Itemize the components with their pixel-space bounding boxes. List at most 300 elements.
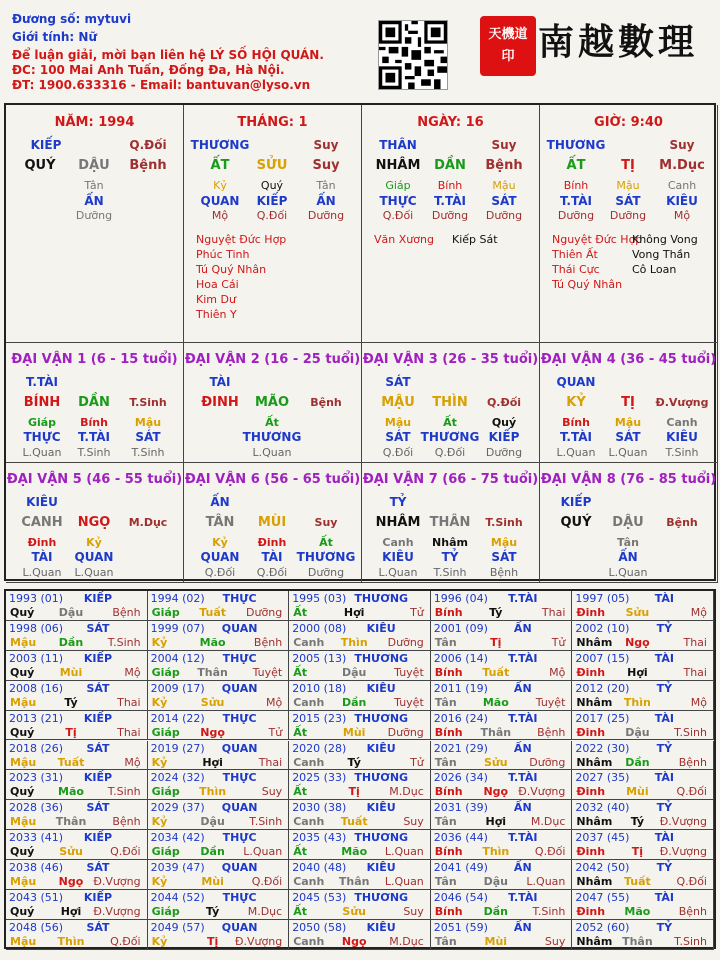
year-state: Mộ — [124, 755, 141, 769]
year-branch: Sửu — [342, 905, 366, 918]
year-branch: Mão — [199, 635, 226, 649]
year-cell[interactable] — [572, 621, 714, 651]
year-state: T.Sinh — [107, 785, 141, 799]
pillar-states: Q.Đối — [256, 209, 288, 222]
year-state: M.Dục — [247, 905, 283, 918]
year-cell[interactable] — [148, 741, 290, 771]
year-label: 2009 (17) — [150, 681, 205, 695]
luck-hidden-god: SÁT — [491, 550, 517, 564]
year-cell[interactable] — [431, 651, 573, 681]
year-label: 2028 (36) — [9, 801, 64, 815]
luck-cycle-cell[interactable] — [6, 343, 184, 463]
year-god: TỶ — [656, 741, 673, 755]
luck-hidden-state: T.Sinh — [77, 446, 111, 459]
year-cell[interactable] — [431, 591, 573, 621]
year-branch: Sửu — [200, 695, 225, 709]
year-god: THỰC — [222, 651, 257, 665]
pillar-stems: M.Dục — [659, 158, 705, 173]
year-state: Mộ — [690, 695, 707, 709]
year-label: 2045 (53) — [292, 891, 347, 904]
year-god: TỶ — [656, 920, 673, 934]
special-star: Tú Quý Nhân — [552, 278, 623, 291]
pillar-tenthgods: KIẾP — [30, 138, 62, 152]
year-branch: Tý — [630, 815, 645, 829]
year-cell[interactable] — [6, 800, 148, 830]
year-cell[interactable] — [289, 860, 431, 890]
year-state: M.Dục — [530, 815, 566, 829]
pillar-hgods: T.TÀI — [560, 194, 592, 208]
year-state: L.Quan — [526, 875, 566, 889]
year-cell[interactable] — [6, 711, 148, 741]
pillar-stems: NHÂM — [375, 158, 421, 173]
year-cell[interactable] — [431, 770, 573, 800]
year-god: ẤN — [513, 741, 532, 755]
year-cell[interactable] — [148, 800, 290, 830]
year-stem: Quý — [10, 665, 35, 679]
year-state: Q.Đối — [534, 845, 566, 859]
year-god: KIẾP — [83, 651, 113, 665]
year-branch: Tị — [206, 934, 219, 948]
year-branch: Tuất — [623, 875, 651, 889]
year-label: 2022 (30) — [575, 741, 630, 755]
special-star: Thiên Ất — [552, 248, 598, 261]
pillar-hgods: SÁT — [615, 194, 641, 208]
year-cell[interactable] — [572, 591, 714, 621]
year-label: 2049 (57) — [150, 920, 205, 934]
year-god: QUAN — [221, 741, 258, 755]
year-label: 2007 (15) — [575, 651, 630, 665]
year-cell[interactable] — [148, 591, 290, 621]
pillar-cell[interactable] — [184, 105, 362, 343]
year-god: TỶ — [656, 621, 673, 635]
year-branch: Mão — [482, 695, 509, 709]
year-label: 2006 (14) — [433, 651, 488, 665]
year-cell[interactable] — [148, 830, 290, 860]
year-stem: Đinh — [576, 785, 606, 799]
luck-stem: KỶ — [566, 395, 586, 410]
year-branch: Tý — [347, 755, 361, 769]
year-stem: Kỷ — [151, 635, 168, 649]
year-cell[interactable] — [289, 830, 431, 860]
luck-cycle-cell[interactable] — [6, 463, 184, 583]
year-state: Q.Đối — [676, 875, 707, 889]
year-state: Dưỡng — [529, 755, 566, 769]
pillar-stems: ẤT — [210, 158, 230, 173]
year-label: 2021 (29) — [433, 741, 488, 755]
year-cell[interactable] — [572, 800, 714, 830]
year-state: T.Sinh — [107, 635, 141, 649]
year-label: 1995 (03) — [292, 592, 347, 605]
year-state: Đ.Vượng — [93, 905, 141, 918]
luck-hidden-state: Q.Đối — [256, 566, 288, 579]
luck-cycle-cell[interactable] — [362, 463, 540, 583]
luck-hidden-state: L.Quan — [608, 566, 648, 579]
pillar-title: GIỜ: 9:40 — [594, 115, 663, 130]
pillar-cell[interactable] — [362, 105, 540, 343]
year-branch: Tuất — [482, 665, 510, 679]
year-god: T.TÀI — [508, 891, 538, 904]
luck-hidden-stem: Bính — [562, 416, 590, 429]
pillar-tenthgods: Suy — [313, 138, 339, 152]
year-cell[interactable] — [431, 800, 573, 830]
year-state: Suy — [403, 905, 424, 918]
year-state: M.Dục — [389, 934, 424, 948]
year-label: 2042 (50) — [575, 861, 630, 875]
year-cell[interactable] — [431, 860, 573, 890]
luck-hidden-god: TỶ — [441, 550, 459, 564]
year-cell[interactable] — [148, 711, 290, 741]
year-cell[interactable] — [431, 711, 573, 741]
luck-hidden-stem: Bính — [80, 416, 108, 429]
luck-hidden-state: L.Quan — [556, 446, 596, 459]
year-cell[interactable] — [148, 920, 290, 950]
year-branch: Tuất — [199, 606, 226, 619]
year-state: T.Sinh — [532, 905, 566, 918]
luck-hidden-state: L.Quan — [22, 446, 62, 459]
year-god: TÀI — [654, 771, 675, 785]
luck-cycle-cell[interactable] — [540, 343, 718, 463]
pillar-hgods: ẤN — [84, 194, 104, 208]
luck-stem: MẬU — [381, 395, 415, 410]
year-cell[interactable] — [572, 681, 714, 711]
luck-hidden-stem: Giáp — [27, 416, 57, 429]
year-cell[interactable] — [148, 770, 290, 800]
year-branch: Thìn — [482, 845, 510, 859]
year-state: Q.Đối — [251, 875, 283, 889]
year-stem: Ất — [293, 606, 307, 619]
luck-branch: DẬU — [612, 515, 644, 530]
year-state: Thai — [117, 725, 141, 739]
year-cell[interactable] — [6, 830, 148, 860]
year-stem: Mậu — [10, 934, 37, 948]
year-cell[interactable] — [289, 770, 431, 800]
year-cell[interactable] — [6, 591, 148, 621]
year-state: T.Sinh — [249, 815, 283, 829]
year-god: THƯƠNG — [354, 831, 409, 845]
year-state: Tử — [410, 755, 424, 769]
luck-title: ĐẠI VẬN 6 (56 - 65 tuổi) — [184, 472, 361, 487]
year-cell[interactable] — [431, 920, 573, 950]
pillar-tenthgods: THÂN — [379, 138, 417, 152]
qr-code-icon[interactable] — [378, 20, 448, 90]
year-stem: Ất — [293, 905, 307, 918]
year-cell[interactable] — [148, 890, 290, 920]
year-stem: Nhâm — [576, 635, 613, 649]
year-label: 2029 (37) — [150, 801, 205, 815]
luck-cycle-cell[interactable] — [362, 343, 540, 463]
pillar-tenthgods: Suy — [491, 138, 517, 152]
luck-state: T.Sinh — [485, 516, 523, 529]
year-branch: Dậu — [200, 815, 225, 829]
year-branch: Thân — [338, 875, 370, 889]
phone-email[interactable]: ĐT: 1900.633316 - Email: bantuvan@lyso.vn — [12, 78, 311, 92]
year-state: Mộ — [265, 695, 283, 709]
pillar-hidden: Kỷ — [213, 179, 227, 192]
year-branch: Mùi — [59, 665, 83, 679]
year-god: KIẾP — [83, 831, 113, 845]
year-stem: Kỷ — [151, 695, 168, 709]
year-label: 2051 (59) — [433, 920, 488, 934]
luck-hidden-stem: Kỷ — [86, 536, 102, 549]
year-stem: Đinh — [576, 905, 606, 918]
year-branch: Mùi — [342, 725, 366, 739]
year-god: SÁT — [86, 920, 110, 934]
year-cell[interactable] — [289, 800, 431, 830]
year-state: Dưỡng — [387, 635, 424, 649]
year-cell[interactable] — [431, 830, 573, 860]
year-cell[interactable] — [289, 890, 431, 920]
pillar-stems: QUÝ — [24, 158, 56, 173]
luck-hidden-state: T.Sinh — [665, 446, 699, 459]
year-state: Bệnh — [253, 635, 283, 649]
year-god: TỶ — [656, 861, 673, 875]
luck-god: TÀI — [209, 375, 231, 389]
year-cell[interactable] — [289, 681, 431, 711]
year-branch: Thìn — [57, 934, 85, 948]
pillar-hidden: Mậu — [492, 179, 516, 192]
year-branch: Hợi — [485, 815, 507, 829]
year-label: 2046 (54) — [433, 891, 488, 904]
year-branch: Ngọ — [58, 875, 84, 889]
year-cell[interactable] — [6, 890, 148, 920]
year-state: L.Quan — [384, 845, 424, 859]
year-stem: Bính — [434, 905, 463, 918]
year-stem: Canh — [293, 635, 325, 649]
pillar-hidden: Bính — [437, 179, 463, 192]
luck-hidden-stem: Ất — [443, 416, 457, 429]
year-cell[interactable] — [572, 651, 714, 681]
year-god: SÁT — [86, 621, 110, 635]
pillar-states: Mộ — [211, 209, 229, 222]
pillar-hidden: Giáp — [385, 179, 411, 192]
year-stem: Giáp — [151, 725, 180, 739]
year-branch: Sửu — [59, 845, 83, 859]
year-branch: Thân — [622, 934, 653, 948]
year-cell[interactable] — [6, 621, 148, 651]
year-stem: Nhâm — [576, 875, 613, 889]
year-cell[interactable] — [289, 920, 431, 950]
year-stem: Ất — [293, 785, 307, 799]
year-stem: Giáp — [151, 665, 180, 679]
year-stem: Bính — [434, 606, 463, 619]
pillar-hgods: QUAN — [200, 194, 240, 208]
year-state: Mộ — [549, 665, 566, 679]
year-god: ẤN — [513, 621, 532, 635]
pillar-cell[interactable] — [6, 105, 184, 343]
year-god: TÀI — [654, 592, 675, 605]
year-label: 1999 (07) — [150, 621, 205, 635]
luck-god: ẤN — [210, 495, 230, 509]
year-cell[interactable] — [6, 920, 148, 950]
luck-hidden-god: THƯƠNG — [242, 430, 302, 444]
year-cell[interactable] — [6, 860, 148, 890]
year-branch: Ngọ — [625, 635, 650, 649]
year-god: KIÊU — [366, 741, 396, 755]
year-stem: Ất — [293, 665, 307, 679]
luck-god: KIÊU — [26, 495, 58, 509]
year-god: QUAN — [221, 861, 258, 875]
pillar-stems: Bệnh — [485, 158, 523, 173]
luck-title: ĐẠI VẬN 5 (46 - 55 tuổi) — [6, 472, 183, 487]
luck-stem: QUÝ — [560, 515, 592, 530]
year-state: Tử — [268, 725, 283, 739]
year-cell[interactable] — [572, 920, 714, 950]
year-god: ẤN — [513, 920, 532, 934]
pillar-hidden: Tân — [84, 179, 104, 192]
year-state: Mộ — [124, 665, 141, 679]
year-god: TÀI — [654, 831, 675, 845]
year-god: T.TÀI — [508, 651, 538, 665]
luck-stem: CANH — [21, 515, 63, 530]
year-cell[interactable] — [431, 621, 573, 651]
year-cell[interactable] — [148, 860, 290, 890]
pillar-hgods: SÁT — [491, 194, 517, 208]
year-god: T.TÀI — [508, 771, 538, 785]
year-label: 2027 (35) — [575, 771, 630, 785]
luck-title: ĐẠI VẬN 1 (6 - 15 tuổi) — [11, 352, 178, 367]
year-cell[interactable] — [572, 860, 714, 890]
year-cell[interactable] — [289, 651, 431, 681]
year-state: Suy — [403, 815, 424, 829]
year-label: 2034 (42) — [150, 831, 205, 845]
year-stem: Tân — [434, 755, 457, 769]
year-label: 2050 (58) — [292, 920, 347, 934]
year-label: 2032 (40) — [575, 801, 630, 815]
special-star: Hoa Cái — [196, 278, 239, 291]
year-branch: Mão — [624, 905, 651, 918]
year-state: Bệnh — [537, 725, 566, 739]
special-star: Nguyệt Đức Hợp — [552, 233, 643, 246]
year-label: 2010 (18) — [292, 681, 347, 695]
year-branch: Dần — [625, 755, 650, 769]
pillar-tenthgods: Suy — [669, 138, 695, 152]
year-label: 2020 (28) — [292, 741, 347, 755]
year-cell[interactable] — [289, 591, 431, 621]
year-cell[interactable] — [289, 621, 431, 651]
year-state: Đ.Vượng — [93, 875, 141, 889]
year-stem: Bính — [434, 665, 463, 679]
year-god: TÀI — [654, 651, 675, 665]
year-god: THỰC — [222, 592, 257, 605]
year-cell[interactable] — [572, 770, 714, 800]
year-stem: Canh — [293, 755, 325, 769]
luck-branch: DẦN — [78, 395, 110, 410]
year-stem: Giáp — [151, 606, 180, 619]
year-branch: Dậu — [483, 875, 508, 889]
year-stem: Kỷ — [151, 875, 168, 889]
luck-god: SÁT — [385, 375, 411, 389]
pillar-stems: SỬU — [256, 158, 288, 173]
year-cell[interactable] — [572, 741, 714, 771]
year-state: Tử — [551, 635, 566, 649]
year-stem: Bính — [434, 845, 463, 859]
year-cell[interactable] — [148, 651, 290, 681]
year-cell[interactable] — [6, 681, 148, 711]
luck-state: T.Sinh — [129, 396, 167, 409]
year-cell[interactable] — [148, 621, 290, 651]
luck-cycle-cell[interactable] — [540, 463, 718, 583]
year-god: THỰC — [222, 771, 257, 785]
year-branch: Tị — [490, 635, 502, 649]
year-state: Bệnh — [112, 815, 141, 829]
year-branch: Hợi — [202, 755, 223, 769]
year-god: THƯƠNG — [354, 771, 409, 785]
luck-hidden-god: THƯƠNG — [420, 430, 480, 444]
year-cell[interactable] — [6, 770, 148, 800]
special-star: Kim Dư — [196, 293, 236, 306]
year-branch: Thìn — [199, 785, 227, 799]
year-branch: Tý — [205, 905, 220, 918]
year-cell[interactable] — [431, 741, 573, 771]
year-cell[interactable] — [572, 711, 714, 741]
luck-stem: TÂN — [205, 515, 235, 530]
address: ĐC: 100 Mai Anh Tuấn, Đống Đa, Hà Nội. — [12, 63, 285, 77]
chart-header — [0, 0, 720, 100]
year-god: THỰC — [222, 831, 257, 845]
year-branch: Mão — [341, 845, 368, 859]
luck-hidden-stem: Quý — [491, 416, 517, 429]
luck-stem: BÍNH — [23, 395, 61, 410]
year-cell[interactable] — [6, 741, 148, 771]
year-stem: Đinh — [576, 606, 606, 619]
year-label: 2013 (21) — [9, 711, 64, 725]
year-branch: Ngọ — [341, 934, 367, 948]
year-branch: Dậu — [58, 606, 84, 619]
luck-cycle-cell[interactable] — [184, 463, 362, 583]
pillar-states: Dưỡng — [485, 209, 523, 222]
luck-cycle-cell[interactable] — [184, 343, 362, 463]
pillar-stems: ẤT — [566, 158, 586, 173]
year-god: TÀI — [654, 891, 675, 904]
year-cell[interactable] — [572, 890, 714, 920]
year-label: 2005 (13) — [292, 651, 347, 665]
year-branch: Dần — [341, 695, 367, 709]
year-god: T.TÀI — [508, 711, 538, 725]
year-cell[interactable] — [148, 681, 290, 711]
year-cell[interactable] — [572, 830, 714, 860]
year-cell[interactable] — [431, 890, 573, 920]
year-stem: Đinh — [576, 725, 606, 739]
year-cell[interactable] — [289, 711, 431, 741]
luck-hidden-god: TÀI — [31, 550, 53, 564]
pillar-states: Dưỡng — [609, 209, 647, 222]
pillar-hidden: Tân — [316, 179, 336, 192]
pillar-hgods: THỰC — [379, 194, 417, 208]
year-stem: Giáp — [151, 845, 180, 859]
special-star: Thái Cực — [552, 263, 600, 276]
luck-branch: MÙI — [257, 515, 287, 530]
year-cell[interactable] — [6, 651, 148, 681]
year-state: L.Quan — [243, 845, 283, 859]
pillar-stems: Suy — [312, 158, 340, 173]
pillar-cell[interactable] — [540, 105, 718, 343]
special-star: Thiên Y — [196, 308, 237, 321]
year-label: 2012 (20) — [575, 681, 630, 695]
annual-luck-table — [4, 589, 716, 949]
year-god: KIẾP — [83, 891, 113, 904]
year-label: 1993 (01) — [9, 592, 64, 605]
year-god: TỶ — [656, 681, 673, 695]
luck-hidden-god: THƯƠNG — [296, 550, 356, 564]
luck-hidden-stem: Đinh — [27, 536, 57, 549]
year-cell[interactable] — [431, 681, 573, 711]
year-label: 2047 (55) — [575, 891, 630, 904]
year-cell[interactable] — [289, 741, 431, 771]
year-label: 2026 (34) — [433, 771, 488, 785]
luck-hidden-stem: Mậu — [134, 416, 162, 429]
luck-god: KIẾP — [560, 495, 592, 509]
contact-note: Để luận giải, mời bạn liên hệ LÝ SỐ HỘI QUÁN. — [12, 48, 324, 62]
